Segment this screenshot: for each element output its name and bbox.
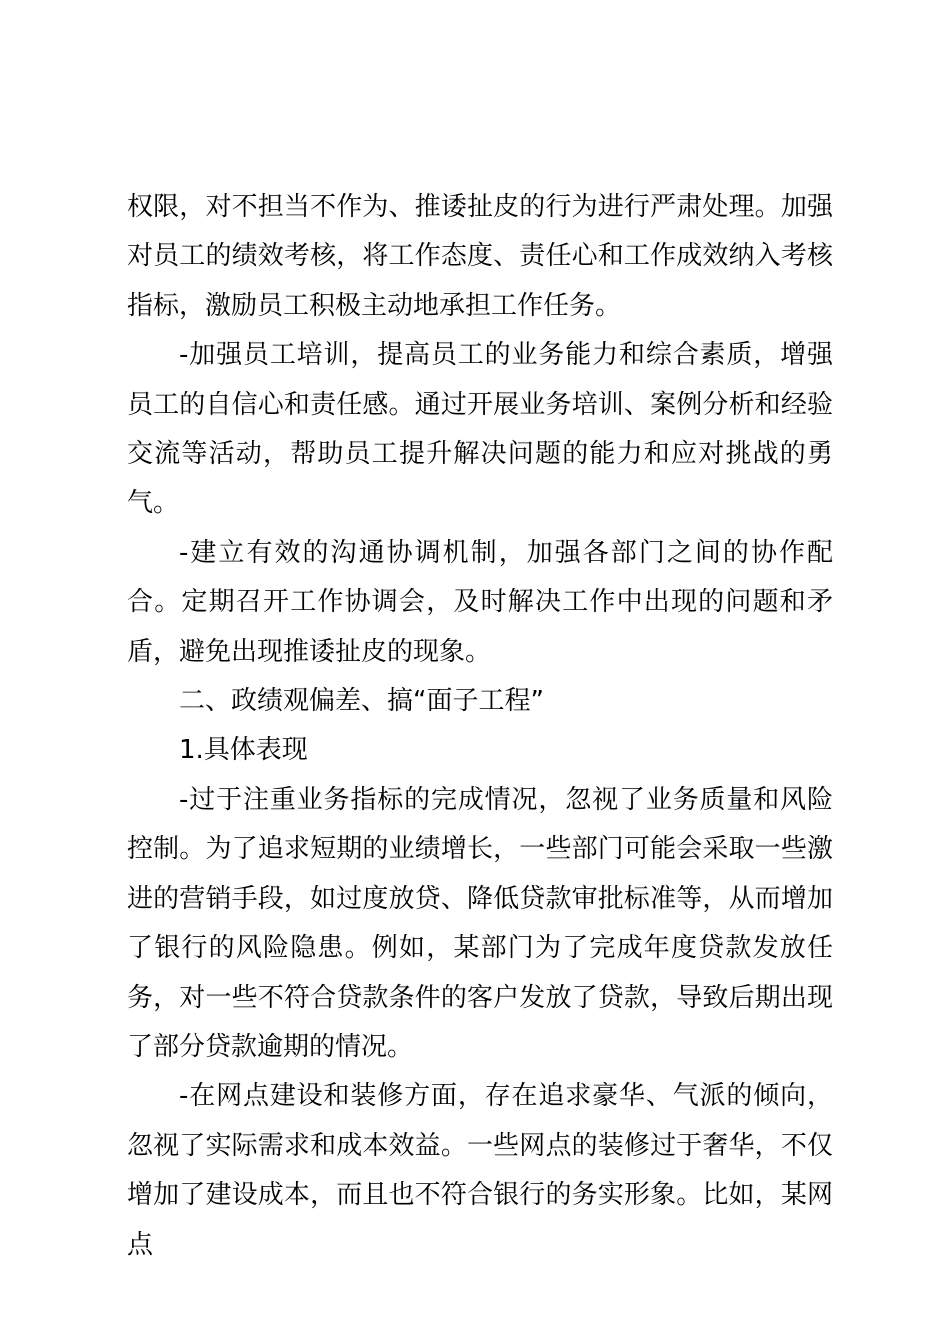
- subsection-heading: 1.具体表现: [179, 735, 308, 766]
- paragraph-coordination: -建立有效的沟通协调机制，加强各部门之间的协作配合。定期召开工作协调会，及时解决工作中出现的问题和矛盾，避免出现推诿扯皮的现象。: [127, 537, 833, 667]
- section-heading: 二、政绩观偏差、搞“面子工程”: [179, 686, 544, 717]
- paragraph-accountability: 权限，对不担当不作为、推诿扯皮的行为进行严肃处理。加强对员工的绩效考核，将工作态度、责任心和工作成效纳入考核指标，激励员工积极主动地承担工作任务。: [127, 192, 833, 321]
- paragraph-performance-metrics: -过于注重业务指标的完成情况，忽视了业务质量和风险控制。为了追求短期的业绩增长，一些部门可能会采取一些激进的营销手段，如过度放贷、降低贷款审批标准等，从而增加了银行的风险隐患。例如，某部门为了完成年度贷款发放任务，对一些不符合贷款条件的客户发放了贷款，导致后期出现了部分贷款逾期的情况。: [127, 784, 833, 1062]
- document-page: [127, 183, 833, 1270]
- paragraph-training: -加强员工培训，提高员工的业务能力和综合素质，增强员工的自信心和责任感。通过开展业务培训、案例分析和经验交流等活动，帮助员工提升解决问题的能力和应对挑战的勇气。: [127, 340, 833, 519]
- paragraph-branch-decoration: -在网点建设和装修方面，存在追求豪华、气派的倾向，忽视了实际需求和成本效益。一些网点的装修过于奢华，不仅增加了建设成本，而且也不符合银行的务实形象。比如，某网点: [127, 1081, 833, 1260]
